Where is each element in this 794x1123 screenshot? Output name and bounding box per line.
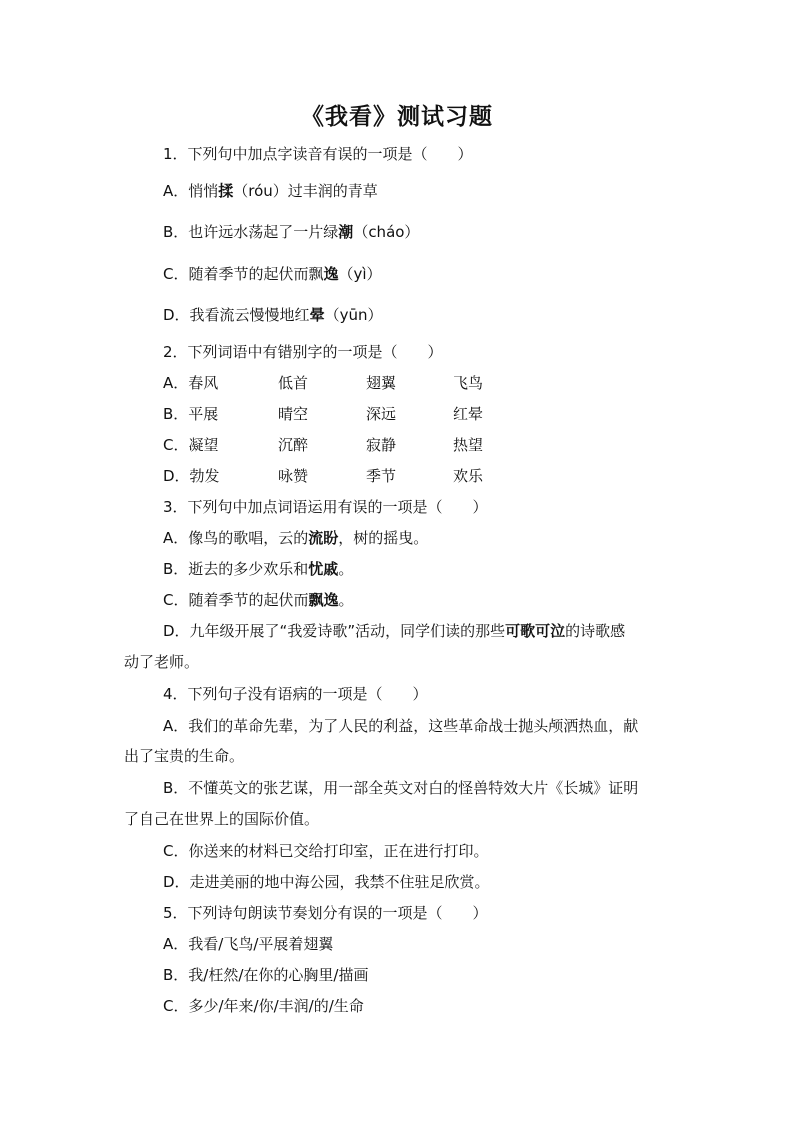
q4-option-c: C．你送来的材料已交给打印室，正在进行打印。 (163, 842, 489, 860)
q3-option-d-cont: 动了老师。 (124, 653, 200, 671)
q4-option-b: B．不懂英文的张艺谋，用一部全英文对白的怪兽特效大片《长城》证明 (163, 779, 639, 797)
q5-option-a: A．我看/飞鸟/平展着翅翼 (163, 935, 334, 953)
q3-stem: 3．下列句中加点词语运用有误的一项是（ ） (163, 498, 488, 516)
q1-option-b: B．也许远水荡起了一片绿潮（cháo） (163, 223, 420, 241)
q3-option-a: A．像鸟的歌唱，云的流盼，树的摇曳。 (163, 529, 429, 547)
dotted-char: 揉 (218, 182, 234, 200)
q3-option-c: C．随着季节的起伏而飘逸。 (163, 591, 354, 609)
q4-option-b-cont: 了自己在世界上的国际价值。 (124, 810, 320, 828)
dotted-char: 潮 (338, 223, 354, 241)
q1-option-d: D．我看流云慢慢地红晕（yūn） (163, 306, 383, 324)
q4-option-a: A．我们的革命先辈，为了人民的利益，这些革命战士抛头颅洒热血，献 (163, 717, 639, 735)
dotted-char: 晕 (309, 306, 325, 324)
q3-option-d: D．九年级开展了“我爱诗歌”活动，同学们读的那些可歌可泣的诗歌感 (163, 622, 626, 640)
q1-option-c: C．随着季节的起伏而飘逸（yì） (163, 265, 382, 283)
q2-stem: 2．下列词语中有错别字的一项是（ ） (163, 343, 443, 361)
q5-option-b: B．我/枉然/在你的心胸里/描画 (163, 966, 369, 984)
q1-option-a: A．悄悄揉（róu）过丰润的青草 (163, 182, 378, 200)
q1-stem: 1．下列句中加点字读音有误的一项是（ ） (163, 145, 473, 163)
q4-option-d: D．走进美丽的地中海公园，我禁不住驻足欣赏。 (163, 873, 490, 891)
q3-option-b: B．逝去的多少欢乐和忧戚。 (163, 560, 354, 578)
q4-stem: 4．下列句子没有语病的一项是（ ） (163, 685, 428, 703)
dotted-char: 逸 (323, 265, 339, 283)
q5-option-c: C．多少/年来/你/丰润/的/生命 (163, 997, 364, 1015)
page-title: 《我看》测试习题 (301, 103, 493, 130)
worksheet-page: 《我看》测试习题 1．下列句中加点字读音有误的一项是（ ） A．悄悄揉（róu）过丰润的青草 B．也许远水荡起了一片绿潮（cháo） C．随着季节的起伏而飘逸（yì） D．我看流云慢慢地红晕（yūn） 2．下列词语中有错别字的一项是（ ） A．春风 低首 翅翼 飞鸟 B．平展 晴空 深远 红晕 C．凝望 沉醉 寂静 热望 D．勃发 咏赞 季节 欢乐 3．下列句中加点词语运用有误的一项是（ ） A．像鸟的歌唱，云的流盼，树的摇曳。 B．逝去的多少欢乐和忧戚。 C．随着季节的起伏而飘逸。 D．九年级开展了“我爱诗歌”活动，同学们读的那些可歌可泣的诗歌感 动了老师。 4．下列句子没有语病的一项是（ ） A．我们的革命先辈，为了人民的利益，这些革命战士抛头颅洒热血，献 出了宝贵的生命。 B．不懂英文的张艺谋，用一部全英文对白的怪兽特效大片《长城》证明 了自己在世界上的国际价值。 C．你送来的材料已交给打印室，正在进行打印。 D．走进美丽的地中海公园，我禁不住驻足欣赏。 5．下列诗句朗读节奏划分有误的一项是（ ） A．我看/飞鸟/平展着翅翼 B．我/枉然/在你的心胸里/描画 C．多少/年来/你/丰润/的/生命 (0, 0, 794, 1123)
q4-option-a-cont: 出了宝贵的生命。 (124, 747, 245, 765)
q5-stem: 5．下列诗句朗读节奏划分有误的一项是（ ） (163, 904, 488, 922)
